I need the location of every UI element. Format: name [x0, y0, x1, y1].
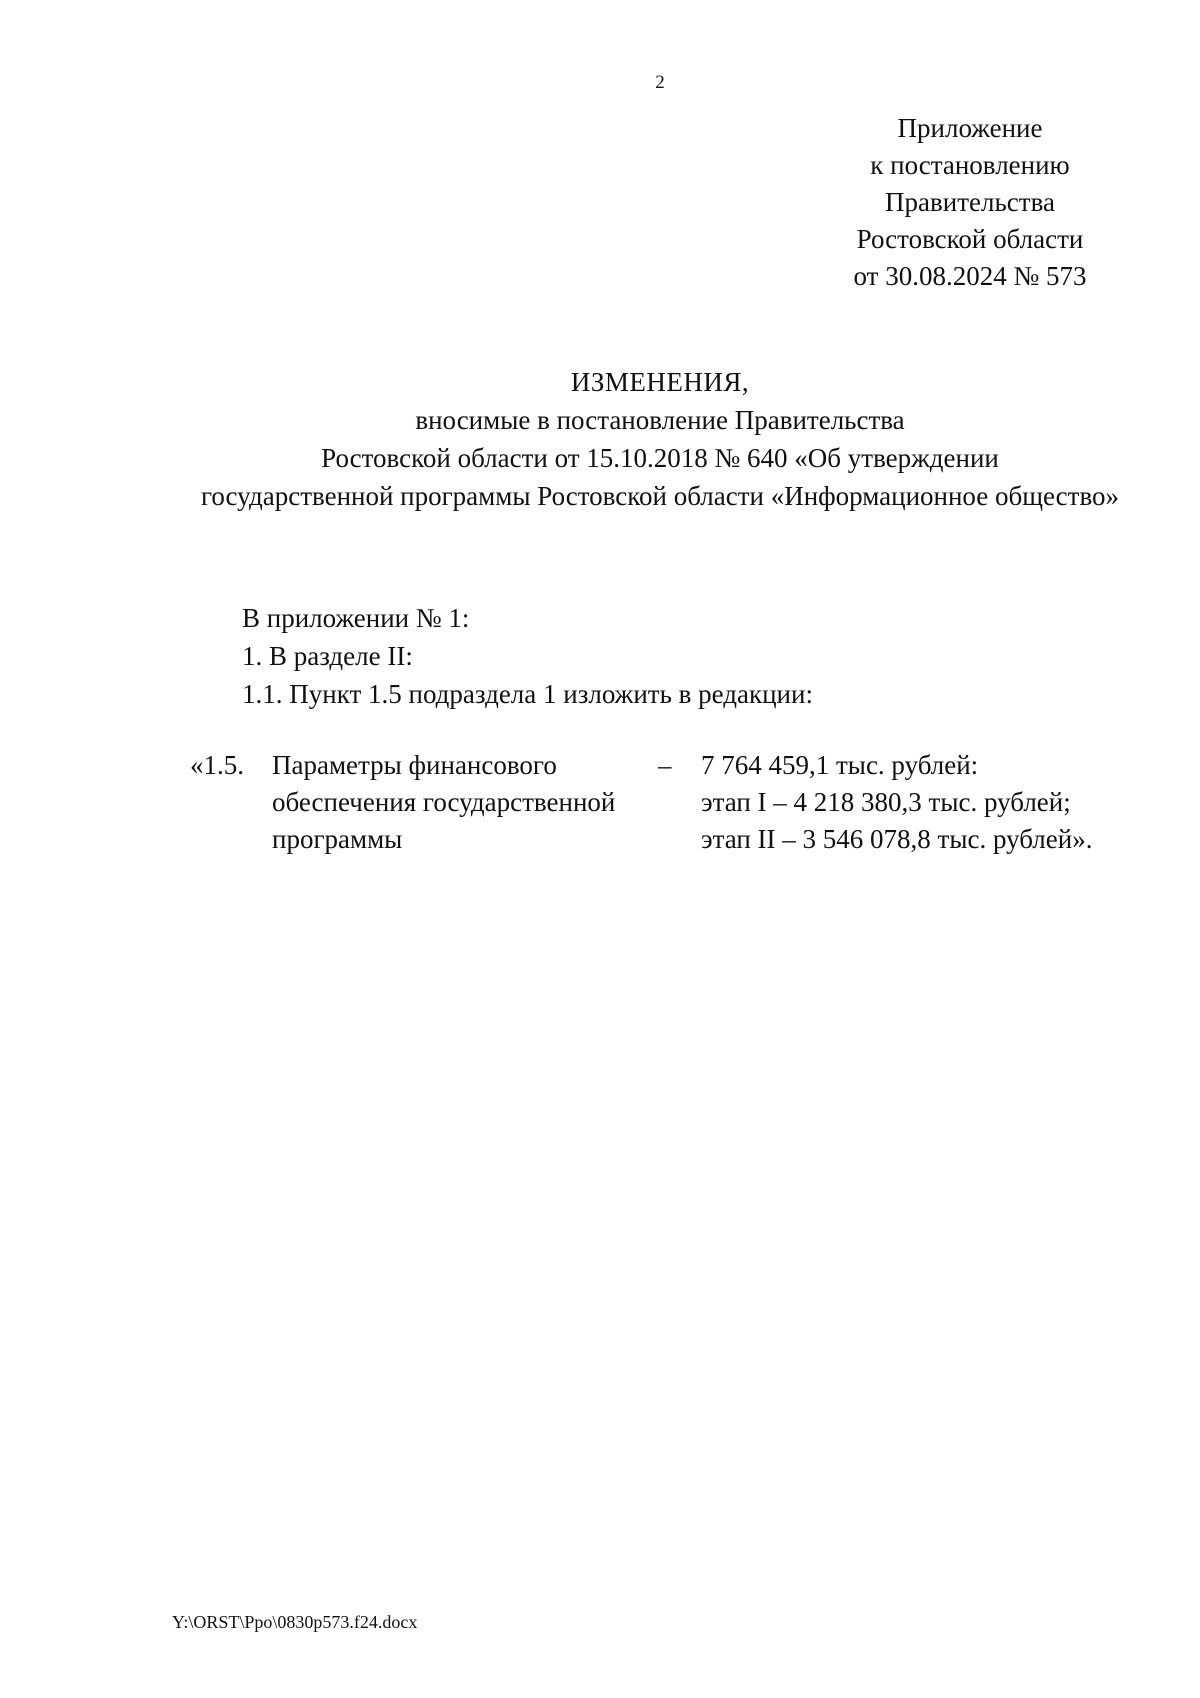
clause-label: [272, 747, 652, 858]
appendix-line: Правительства: [885, 187, 1055, 217]
document-subtitle-line: Ростовской области от 15.10.2018 № 640 «Об утверждении: [321, 443, 999, 473]
document-subtitle-line: государственной программы Ростовской области «Информационное общество»: [200, 481, 1120, 511]
appendix-line: Ростовской области: [856, 224, 1084, 254]
clause-label-line: обеспечения государственной: [272, 787, 616, 817]
clause-number: «1.5.: [190, 750, 244, 780]
clause-value-total: 7 764 459,1 тыс. рублей:: [701, 750, 979, 780]
body-line: 1.1. Пункт 1.5 подраздела 1 изложить в редакции:: [242, 679, 813, 709]
appendix-line: Приложение: [897, 113, 1043, 143]
clause-value-stage-2: этап II – 3 546 078,8 тыс. рублей».: [701, 824, 1093, 854]
clause-label-line: программы: [272, 824, 403, 854]
clause-value-stage-1: этап I – 4 218 380,3 тыс. рублей;: [701, 787, 1071, 817]
clause-dash: –: [658, 750, 672, 780]
appendix-block: [820, 110, 1120, 295]
footer-file-path: Y:\ORST\Ppo\0830p573.f24.docx: [172, 1612, 418, 1632]
page-number: 2: [655, 72, 665, 93]
document-title: ИЗМЕНЕНИЯ,: [570, 367, 750, 397]
document-subtitle-line: вносимые в постановление Правительства: [415, 405, 905, 435]
appendix-date-number: от 30.08.2024 № 573: [853, 261, 1087, 291]
appendix-line: к постановлению: [870, 150, 1070, 180]
body-text: [242, 599, 813, 713]
body-line: В приложении № 1:: [242, 603, 470, 633]
body-line: 1. В разделе II:: [242, 641, 413, 671]
clause-label-line: Параметры финансового: [272, 750, 557, 780]
clause-values: [701, 747, 1092, 858]
document-title-block: [100, 363, 1200, 515]
